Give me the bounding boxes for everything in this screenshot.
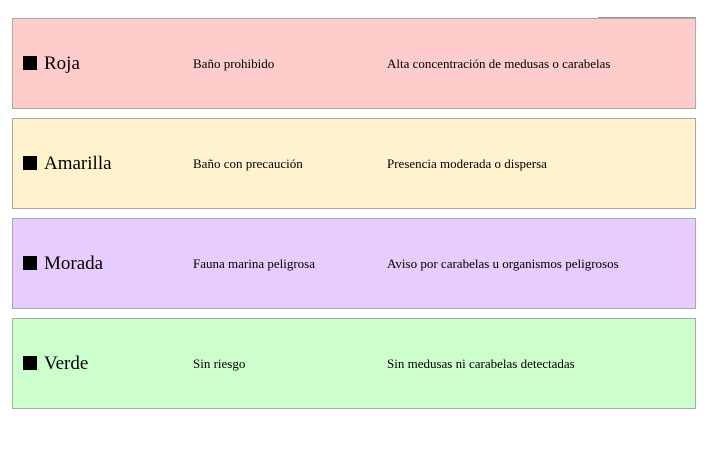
- flag-row-morada: [12, 218, 696, 309]
- square-bullet-icon: [23, 156, 37, 170]
- flag-row-amarilla: [12, 118, 696, 209]
- flag-meaning: Fauna marina peligrosa: [193, 255, 316, 271]
- flag-meaning: Sin riesgo: [193, 355, 246, 371]
- flag-meaning: Baño prohibido: [193, 55, 275, 71]
- flag-row-roja: [12, 18, 696, 109]
- flag-description: Sin medusas ni carabelas detectadas: [387, 355, 575, 371]
- flag-row-verde: [12, 318, 696, 409]
- flag-label: [23, 319, 88, 408]
- square-bullet-icon: [23, 256, 37, 270]
- flag-name: Verde: [44, 352, 89, 374]
- square-bullet-icon: [23, 356, 37, 370]
- flag-name: Roja: [44, 52, 80, 74]
- flag-description: Alta concentración de medusas o carabelas: [387, 55, 611, 71]
- flag-label: [23, 119, 112, 208]
- square-bullet-icon: [23, 56, 37, 70]
- flag-label: [23, 219, 103, 308]
- flag-description: Presencia moderada o dispersa: [387, 155, 547, 171]
- flag-meaning: Baño con precaución: [193, 155, 303, 171]
- flag-name: Morada: [44, 252, 104, 274]
- flag-name: Amarilla: [44, 152, 112, 174]
- flag-label: [23, 19, 80, 108]
- flag-description: Aviso por carabelas u organismos peligrosos: [387, 255, 619, 271]
